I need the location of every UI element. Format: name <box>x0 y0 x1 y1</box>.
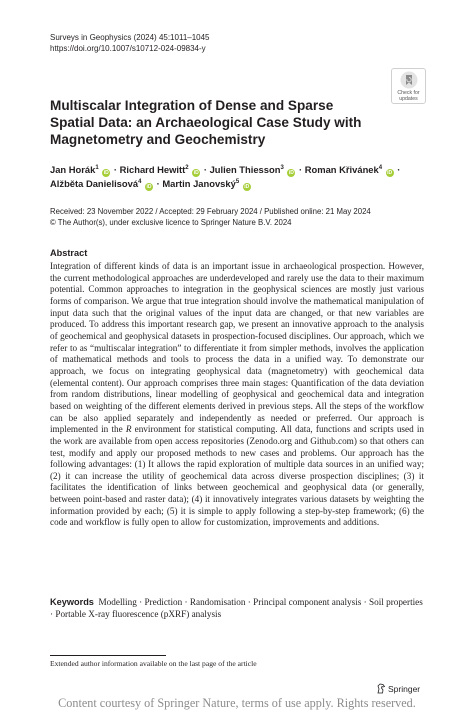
author-name[interactable]: Jan Horák <box>50 164 96 175</box>
footnote-divider <box>50 655 166 656</box>
author-name[interactable]: Roman Křivánek <box>304 164 379 175</box>
author-name[interactable]: Julien Thiesson <box>209 164 281 175</box>
journal-header <box>50 32 210 54</box>
author-list: Jan Horák$^1$ iD · Richard Hewitt$^2$ iD · Julien Thiesson$^3$ iD · Roman Křivánek$^4$ iD · Alžběta Danielisová$^4$ iD · Martin Janovský$^5$ iD <box>50 164 401 190</box>
affiliation-number: 2 <box>185 164 189 171</box>
affiliation-number: 3 <box>280 164 284 171</box>
author-info-footnote: Extended author information available on the last page of the article <box>50 659 257 668</box>
publisher-logo <box>376 683 420 694</box>
orcid-icon[interactable]: iD <box>146 184 152 190</box>
copyright-line: © The Author(s), under exclusive licence to Springer Nature B.V. 2024 <box>50 217 292 227</box>
springer-horse-icon <box>376 683 386 694</box>
abstract-body <box>50 261 424 529</box>
orcid-icon[interactable]: iD <box>288 170 294 176</box>
keywords-label: Keywords <box>50 597 94 607</box>
check-for-label: Check for <box>397 90 420 96</box>
affiliation-number: 4 <box>378 164 383 171</box>
abstract-text-part2: environment for statistical computing. All data, functions and scripts used in the work are available from open access repositories (Zenodo.org and Github.com) so that others can test, modify and apply our proposed methods to new cases and problems. Our approach has the following advantages: (1) It allows the rapid exploration of multiple data sources in an unified way; (2) it can increase the utility of geochemical data across diverse prospection disciplines; (3) it facilitates the identification of links between geochemical and geophysical data (or generally, between point-based and raster data); (4) it innovatively integrates various datasets by weighting the information provided by each; (5) it is simple to apply following a step-by-step framework; (6) the code and workflow is fully open to allow for customization, improvements and additions. <box>50 424 424 528</box>
courtesy-watermark: Content courtesy of Springer Nature, terms of use apply. Rights reserved. <box>58 696 416 710</box>
orcid-icon[interactable]: iD <box>193 170 199 176</box>
publication-dates <box>50 207 371 228</box>
check-for-updates-badge[interactable] <box>391 68 426 104</box>
author-name[interactable]: Richard Hewitt <box>119 164 186 175</box>
abstract-text-part1: Integration of different kinds of data is an important issue in archaeological prospection. However, the current methodological approaches are underdeveloped and rarely use the data to their maximum potential. Common approaches to integration in the geophysical sciences are mostly just various forms of comparison. We argue that true integration should involve the mathematical manipulation of input data such that the original values of the input data are changed, or that new variables are produced. To address this important research gap, we present an innovative approach to the analysis of geochemical and geophysical datasets in prospection-focused disciplines. Our approach, which we refer to as “multiscalar integration” to differentiate it from simpler methods, involves the application of mathematical methods and tools to process the data in a unified way. To demonstrate our approach, we focus on integrating geophysical data (magnetometry) with geochemical data (elemental content). Our approach comprises three main stages: Quantification of the data deviation from random distributions, linear modelling of geophysical and geochemical data and integration based on weighting of the different elements derived in previous steps. All the steps of the workflow can be also applied separately and independently as needed or preferred. Our approach is implemented in the <box>50 261 424 435</box>
history-dates: Received: 23 November 2022 / Accepted: 29 February 2024 / Published online: 21 May 2024 <box>50 207 371 216</box>
doi-link[interactable]: https://doi.org/10.1007/s10712-024-09834-y <box>50 44 206 53</box>
author-name[interactable]: Alžběta Danielisová <box>50 178 139 189</box>
affiliation-number: 5 <box>235 178 240 185</box>
author-name[interactable]: Martin Janovský <box>162 178 236 189</box>
updates-label: updates <box>399 96 418 102</box>
orcid-icon[interactable]: iD <box>387 170 393 176</box>
r-environment-name: R <box>125 424 132 435</box>
orcid-icon[interactable]: iD <box>244 184 250 190</box>
abstract-heading: Abstract <box>50 248 88 258</box>
keywords-list: Modelling · Prediction · Randomisation · Principal component analysis · Soil properties · Portable X-ray fluorescence (pXRF) analysis <box>50 597 423 619</box>
journal-citation: Surveys in Geophysics (2024) 45:1011–1045 <box>50 33 210 42</box>
publisher-name: Springer <box>388 684 421 694</box>
affiliation-number: 4 <box>138 178 142 185</box>
article-title: Multiscalar Integration of Dense and Sparse Spatial Data: an Archaeological Case Study with Magnetometry and Geochemistry <box>50 98 362 147</box>
keywords <box>50 597 424 620</box>
bookmark-refresh-icon <box>400 71 418 89</box>
affiliation-number: 1 <box>95 164 99 171</box>
orcid-icon[interactable]: iD <box>103 170 109 176</box>
